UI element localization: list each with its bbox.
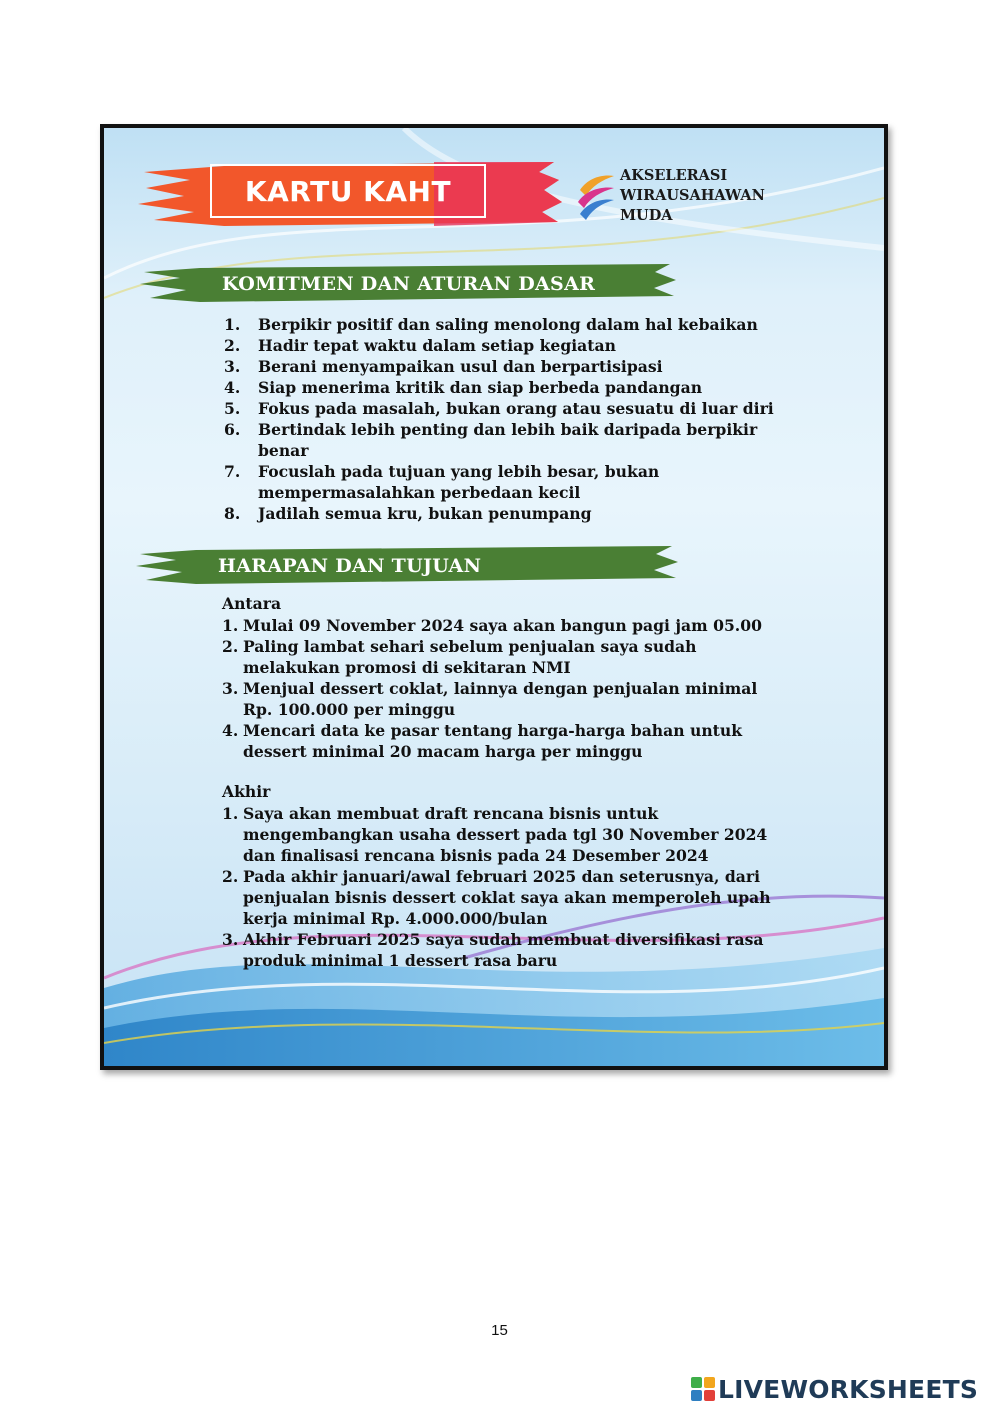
liveworksheets-grid-icon [690, 1376, 716, 1402]
antara-goals-list [222, 615, 782, 762]
list-item-text: dessert minimal 20 macam harga per minggu [243, 742, 643, 761]
list-item-number: 3. [222, 930, 239, 949]
list-item-number: 1. [224, 315, 241, 334]
page-number: 15 [491, 1322, 508, 1339]
list-item-number: 7. [224, 462, 241, 481]
antara-heading: Antara [222, 594, 282, 613]
list-item-text: penjualan bisnis dessert coklat saya akan memperoleh upah [243, 888, 771, 907]
section-title-goals: HARAPAN DAN TUJUAN [218, 555, 482, 577]
brand-logo [574, 166, 774, 228]
list-item [222, 720, 782, 762]
list-item-text: Pada akhir januari/awal februari 2025 dan seterusnya, dari [243, 867, 761, 886]
list-item-text: benar [258, 441, 309, 460]
rules-list [224, 314, 784, 524]
list-item-text: mempermasalahkan perbedaan kecil [258, 483, 581, 502]
list-item-text: Mencari data ke pasar tentang harga-harga bahan untuk [243, 721, 743, 740]
list-item-text: Bertindak lebih penting dan lebih baik daripada berpikir [258, 420, 758, 439]
list-item-text: Menjual dessert coklat, lainnya dengan penjualan minimal [243, 679, 758, 698]
list-item-text: Berpikir positif dan saling menolong dalam hal kebaikan [258, 315, 758, 334]
list-item-text: Focuslah pada tujuan yang lebih besar, bukan [258, 462, 660, 481]
list-item-text: produk minimal 1 dessert rasa baru [243, 951, 558, 970]
list-item-number: 4. [222, 721, 239, 740]
list-item-text: Saya akan membuat draft rencana bisnis untuk [243, 804, 659, 823]
list-item-text: Mulai 09 November 2024 saya akan bangun pagi jam 05.00 [243, 616, 762, 635]
list-item [222, 929, 782, 971]
list-item-number: 3. [222, 679, 239, 698]
list-item-number: 3. [224, 357, 241, 376]
list-item-text: kerja minimal Rp. 4.000.000/bulan [243, 909, 548, 928]
list-item [222, 636, 782, 678]
list-item [224, 398, 784, 419]
brand-text [620, 166, 765, 226]
list-item-number: 2. [222, 867, 239, 886]
liveworksheets-logo [690, 1373, 978, 1405]
list-item [222, 866, 782, 929]
list-item-text: Jadilah semua kru, bukan penumpang [258, 504, 592, 523]
list-item [224, 335, 784, 356]
list-item-text: Akhir Februari 2025 saya sudah membuat diversifikasi rasa [243, 930, 764, 949]
list-item-text: Paling lambat sehari sebelum penjualan saya sudah [243, 637, 697, 656]
liveworksheets-text: LIVEWORKSHEETS [718, 1374, 979, 1404]
list-item [222, 678, 782, 720]
list-item [222, 803, 782, 866]
list-item-number: 1. [222, 804, 239, 823]
section-title-commitment: KOMITMEN DAN ATURAN DASAR [222, 273, 596, 295]
brand-swoosh-icon [574, 170, 618, 226]
list-item [224, 503, 784, 524]
list-item-text: Hadir tepat waktu dalam setiap kegiatan [258, 336, 616, 355]
list-item-number: 4. [224, 378, 241, 397]
brand-line: WIRAUSAHAWAN [620, 187, 765, 204]
list-item-text: dan finalisasi rencana bisnis pada 24 Desember 2024 [243, 846, 709, 865]
list-item-text: mengembangkan usaha dessert pada tgl 30 November 2024 [243, 825, 768, 844]
kartu-kaht-card [100, 124, 888, 1070]
list-item [224, 377, 784, 398]
list-item-number: 2. [222, 637, 239, 656]
list-item-number: 6. [224, 420, 241, 439]
list-item-text: Fokus pada masalah, bukan orang atau sesuatu di luar diri [258, 399, 774, 418]
akhir-goals-list [222, 803, 782, 971]
list-item-text: Rp. 100.000 per minggu [243, 700, 456, 719]
brand-line: AKSELERASI [620, 167, 728, 184]
brand-line: MUDA [620, 207, 673, 224]
list-item-number: 5. [224, 399, 241, 418]
list-item-number: 8. [224, 504, 241, 523]
list-item [224, 461, 784, 503]
card-title: KARTU KAHT [210, 164, 486, 218]
list-item-number: 1. [222, 616, 239, 635]
list-item [224, 419, 784, 461]
list-item [224, 314, 784, 335]
list-item-text: melakukan promosi di sekitaran NMI [243, 658, 571, 677]
list-item [222, 615, 782, 636]
akhir-heading: Akhir [222, 782, 271, 801]
list-item [224, 356, 784, 377]
list-item-number: 2. [224, 336, 241, 355]
list-item-text: Siap menerima kritik dan siap berbeda pandangan [258, 378, 703, 397]
list-item-text: Berani menyampaikan usul dan berpartisipasi [258, 357, 663, 376]
